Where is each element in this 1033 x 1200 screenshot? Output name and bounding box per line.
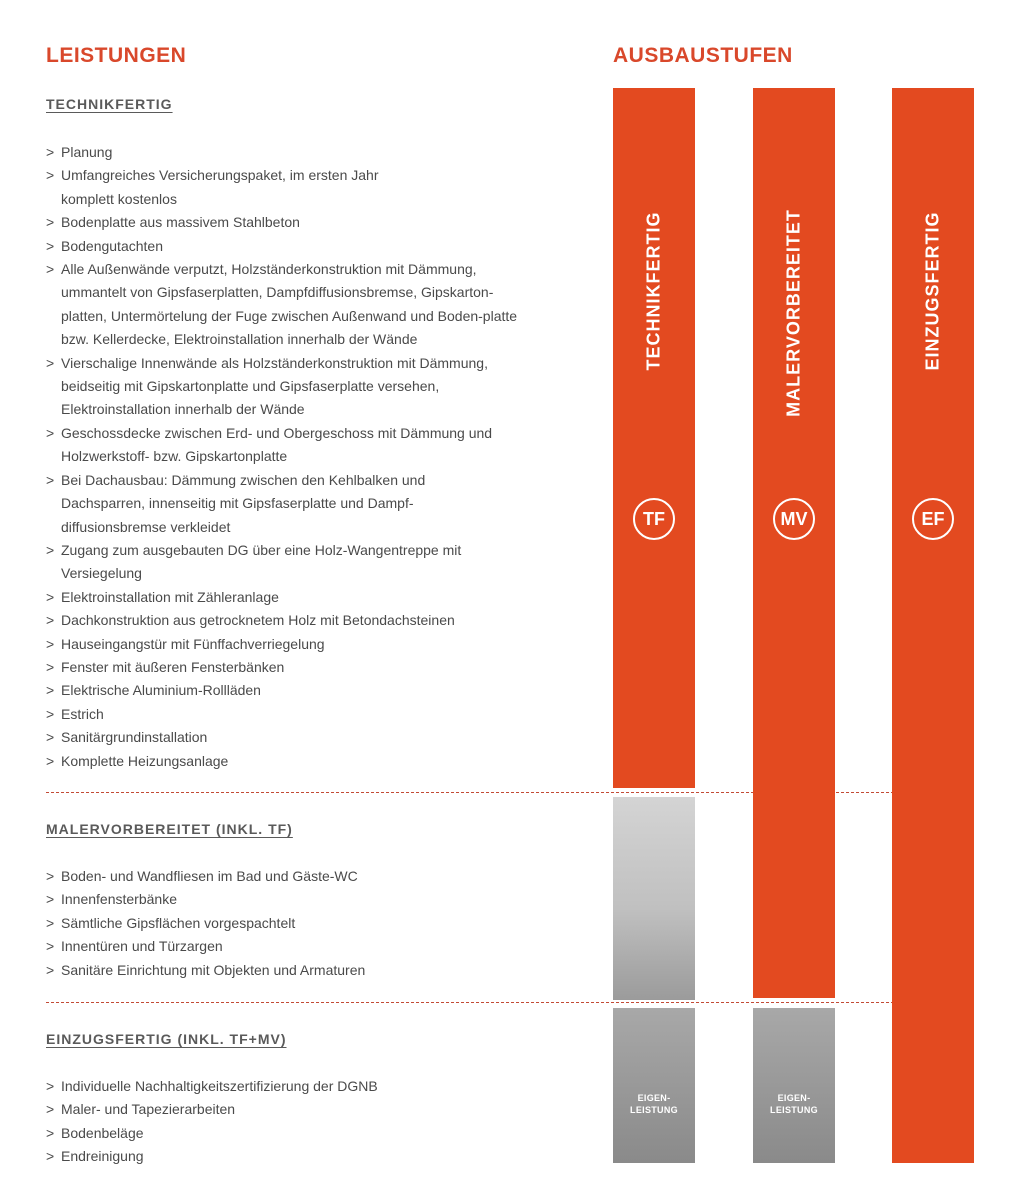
list-item: > Sämtliche Gipsflächen vorgespachtelt (46, 912, 566, 935)
eigenleistung-line1: EIGEN- (777, 1093, 811, 1103)
list-item: > Umfangreiches Versicherungspaket, im ersten Jahr komplett kostenlos (46, 164, 406, 211)
list-item: > Bei Dachausbau: Dämmung zwischen den Kehlbalken und Dachsparren, innenseitig mit Gipsfaserplatte und Dampf-diffusionsbremse verkleidet (46, 469, 481, 539)
list-item: > Endreinigung (46, 1145, 566, 1168)
bar-einzugsfertig (892, 88, 974, 1163)
bar-label-einzugsfertig: EINZUGSFERTIG (922, 211, 943, 371)
bar-technikfertig-grey-mid (613, 797, 695, 1000)
section-title-einzugsfertig: EINZUGSFERTIG (INKL. TF+MV) (46, 1031, 287, 1047)
leistungen-heading: LEISTUNGEN (46, 44, 187, 67)
bar-technikfertig (613, 88, 695, 788)
list-item: > Elektrische Aluminium-Rollläden (46, 679, 566, 702)
bar-malervorbereitet-eigenleistung (753, 1008, 835, 1163)
list-item: > Geschossdecke zwischen Erd- und Obergeschoss mit Dämmung und Holzwerkstoff- bzw. Gipskartonplatte (46, 422, 526, 469)
list-technikfertig (46, 141, 566, 773)
list-item: > Sanitäre Einrichtung mit Objekten und Armaturen (46, 959, 566, 982)
badge-tf: TF (633, 498, 675, 540)
section-title-malervorbereitet: MALERVORBEREITET (INKL. TF) (46, 821, 293, 837)
bar-label-malervorbereitet: MALERVORBEREITET (783, 209, 804, 417)
badge-mv: MV (773, 498, 815, 540)
list-item: > Boden- und Wandfliesen im Bad und Gäste-WC (46, 865, 566, 888)
list-item: > Sanitärgrundinstallation (46, 726, 566, 749)
eigenleistung-label-2 (753, 1092, 835, 1116)
list-item: > Komplette Heizungsanlage (46, 750, 566, 773)
bar-malervorbereitet (753, 88, 835, 998)
list-item: > Vierschalige Innenwände als Holzständerkonstruktion mit Dämmung, beidseitig mit Gipskartonplatte und Gipsfaserplatte versehen, Elektroinstallation innerhalb der Wände (46, 352, 531, 422)
eigenleistung-line2: LEISTUNG (770, 1105, 818, 1115)
list-item: > Innentüren und Türzargen (46, 935, 566, 958)
list-malervorbereitet (46, 865, 566, 982)
bar-label-technikfertig: TECHNIKFERTIG (643, 211, 664, 371)
list-item: > Bodenbeläge (46, 1122, 566, 1145)
badge-ef: EF (912, 498, 954, 540)
list-item: > Fenster mit äußeren Fensterbänken (46, 656, 566, 679)
eigenleistung-line1: EIGEN- (637, 1093, 671, 1103)
list-item: > Hauseingangstür mit Fünffachverriegelung (46, 633, 566, 656)
list-item: > Maler- und Tapezierarbeiten (46, 1098, 566, 1121)
list-item: > Individuelle Nachhaltigkeitszertifizierung der DGNB (46, 1075, 566, 1098)
list-item: > Alle Außenwände verputzt, Holzständerkonstruktion mit Dämmung, ummantelt von Gipsfaserplatten, Dampfdiffusionsbremse, Gipskarton-platten, Untermörtelung der Fuge zwischen Außenwand und Boden-platte bzw. Kellerdecke, Elektroinstallation innerhalb der Wände (46, 258, 531, 352)
list-item: > Planung (46, 141, 566, 164)
list-item: > Bodenplatte aus massivem Stahlbeton (46, 211, 566, 234)
ausbaustufen-heading: AUSBAUSTUFEN (613, 44, 793, 67)
list-einzugsfertig (46, 1075, 566, 1169)
list-item: > Elektroinstallation mit Zähleranlage (46, 586, 566, 609)
list-item: > Innenfensterbänke (46, 888, 566, 911)
list-item: > Bodengutachten (46, 235, 566, 258)
section-title-technikfertig: TECHNIKFERTIG (46, 96, 173, 112)
list-item: > Zugang zum ausgebauten DG über eine Holz-Wangentreppe mit Versiegelung (46, 539, 481, 586)
separator-2 (46, 1002, 894, 1003)
list-item: > Dachkonstruktion aus getrocknetem Holz mit Betondachsteinen (46, 609, 566, 632)
eigenleistung-line2: LEISTUNG (630, 1105, 678, 1115)
list-item: > Estrich (46, 703, 566, 726)
bar-technikfertig-eigenleistung (613, 1008, 695, 1163)
eigenleistung-label-1 (613, 1092, 695, 1116)
